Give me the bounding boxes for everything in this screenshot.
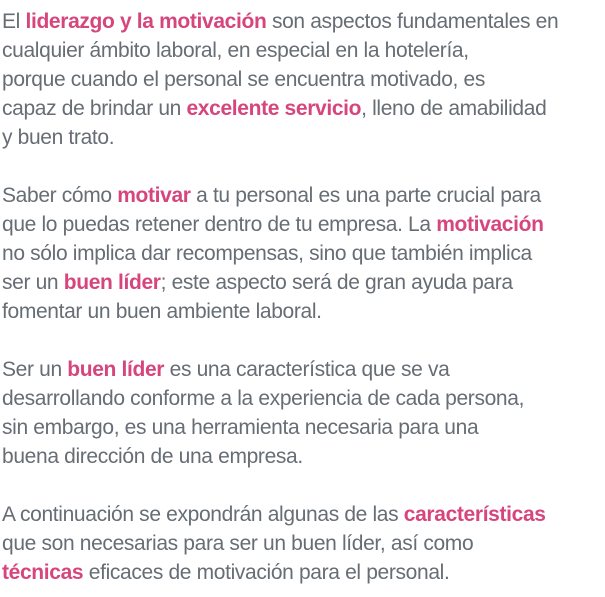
paragraph-2 xyxy=(2,181,605,326)
body-text: y buen trato. xyxy=(2,126,115,149)
body-text: desarrollando conforme a la experiencia de cada persona, xyxy=(2,387,525,410)
body-text: eficaces de motivación para el personal. xyxy=(83,561,450,584)
body-text: es una característica que se va xyxy=(164,358,450,381)
paragraph-1 xyxy=(2,7,605,152)
text-line xyxy=(2,500,605,529)
text-line xyxy=(2,355,605,384)
body-text: ; este aspecto será de gran ayuda para xyxy=(160,271,513,294)
body-text: son aspectos fundamentales en xyxy=(266,10,559,33)
highlight-text: motivar xyxy=(117,184,191,207)
body-text: El xyxy=(2,10,26,33)
body-text: Saber cómo xyxy=(2,184,118,207)
text-line xyxy=(2,558,605,587)
body-text: no sólo implica dar recompensas, sino que también implica xyxy=(2,242,532,265)
body-text: fomentar un buen ambiente laboral. xyxy=(2,300,322,323)
highlight-text: buen líder xyxy=(63,271,161,294)
body-text: , lleno de amabilidad xyxy=(361,97,547,120)
text-line xyxy=(2,442,605,471)
body-text: capaz de brindar un xyxy=(2,97,187,120)
body-text: que son necesarias para ser un buen líder, así como xyxy=(2,532,474,555)
body-text: sin embargo, es una herramienta necesaria para una xyxy=(2,416,479,439)
text-line xyxy=(2,94,605,123)
text-line xyxy=(2,65,605,94)
text-line xyxy=(2,36,605,65)
text-line xyxy=(2,384,605,413)
text-line xyxy=(2,239,605,268)
text-line xyxy=(2,123,605,152)
text-line xyxy=(2,210,605,239)
highlight-text: liderazgo y la motivación xyxy=(25,10,267,33)
paragraph-3 xyxy=(2,355,605,471)
body-text: que lo puedas retener dentro de tu empresa. La xyxy=(2,213,437,236)
body-text: ser un xyxy=(2,271,64,294)
text-line xyxy=(2,297,605,326)
text-line xyxy=(2,529,605,558)
paragraph-4 xyxy=(2,500,605,587)
text-line xyxy=(2,181,605,210)
highlight-text: motivación xyxy=(436,213,544,236)
text-line xyxy=(2,413,605,442)
highlight-text: características xyxy=(403,503,546,526)
highlight-text: buen líder xyxy=(67,358,165,381)
body-text: porque cuando el personal se encuentra motivado, es xyxy=(2,68,485,91)
highlight-text: técnicas xyxy=(2,561,84,584)
body-text: a tu personal es una parte crucial para xyxy=(190,184,541,207)
body-text: A continuación se expondrán algunas de las xyxy=(2,503,404,526)
body-text: buena dirección de una empresa. xyxy=(2,445,303,468)
body-text: cualquier ámbito laboral, en especial en la hotelería, xyxy=(2,39,469,62)
text-line xyxy=(2,268,605,297)
highlight-text: excelente servicio xyxy=(186,97,362,120)
text-line xyxy=(2,7,605,36)
body-text: Ser un xyxy=(2,358,68,381)
